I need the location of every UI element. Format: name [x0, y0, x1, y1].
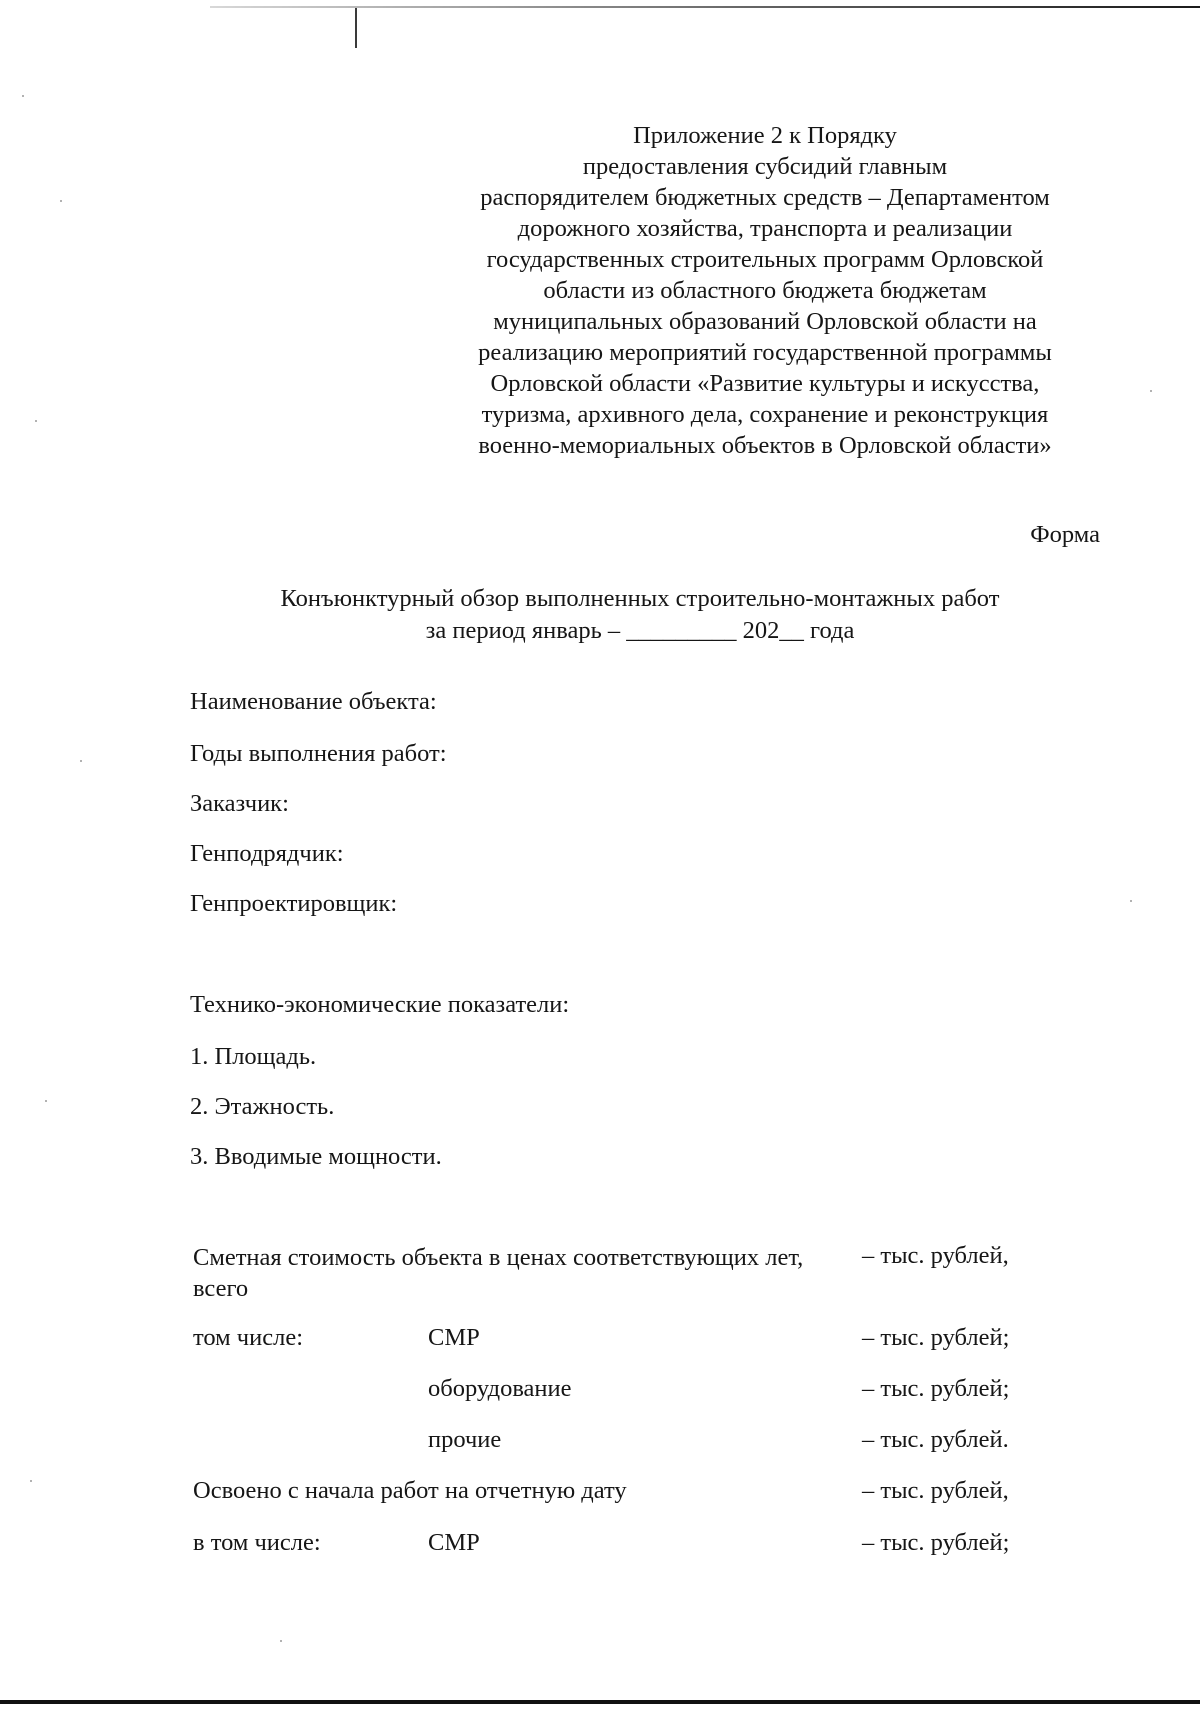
appendix-line: Приложение 2 к Порядку [633, 122, 897, 149]
appendix-line: государственных строительных программ Орловской [486, 246, 1044, 273]
cost-mastered-label: Освоено с начала работ на отчетную дату [193, 1477, 627, 1504]
cost-smr-unit: – тыс. рублей; [862, 1324, 1010, 1351]
appendix-line: военно-мемориальных объектов в Орловской области» [478, 432, 1052, 459]
form-label: Форма [1030, 521, 1100, 548]
title-line-2: за период январь – _________ 202__ года [425, 617, 855, 644]
scan-speck [1130, 900, 1132, 902]
cost-mastered-unit: – тыс. рублей, [862, 1477, 1009, 1504]
scan-mark [355, 8, 357, 48]
appendix-line: туризма, архивного дела, сохранение и реконструкция [481, 401, 1049, 428]
scan-speck [30, 1480, 32, 1482]
scan-speck [60, 200, 62, 202]
field-object-name: Наименование объекта: [190, 688, 437, 715]
cost-estimate-label: Сметная стоимость объекта в ценах соответствующих лет, всего [193, 1244, 804, 1302]
appendix-line: реализацию мероприятий государственной программы [478, 339, 1052, 366]
appendix-line: распорядителем бюджетных средств – Департаментом [480, 184, 1050, 211]
scan-edge-top [210, 6, 1200, 8]
appendix-header [440, 120, 1090, 461]
appendix-line: муниципальных образований Орловской области на [493, 308, 1037, 335]
cost-incl2-label: в том числе: [193, 1529, 321, 1556]
field-customer: Заказчик: [190, 790, 289, 817]
field-general-contractor: Генподрядчик: [190, 840, 344, 867]
indicator-item: 2. Этажность. [190, 1093, 335, 1120]
indicator-item: 1. Площадь. [190, 1043, 317, 1070]
cost-smr2-label: СМР [428, 1529, 480, 1556]
cost-incl-label: том числе: [193, 1324, 304, 1351]
indicators-heading: Технико-экономические показатели: [190, 991, 570, 1018]
field-years: Годы выполнения работ: [190, 740, 447, 767]
indicator-item: 3. Вводимые мощности. [190, 1143, 442, 1170]
scan-speck [80, 760, 82, 762]
cost-smr-label: СМР [428, 1324, 480, 1351]
appendix-line: области из областного бюджета бюджетам [543, 277, 987, 304]
scan-speck [1150, 390, 1152, 392]
scan-speck [280, 1640, 282, 1642]
cost-other-unit: – тыс. рублей. [862, 1426, 1009, 1453]
cost-equipment-unit: – тыс. рублей; [862, 1375, 1010, 1402]
field-general-designer: Генпроектировщик: [190, 890, 398, 917]
appendix-line: дорожного хозяйства, транспорта и реализации [517, 215, 1013, 242]
cost-equipment-label: оборудование [428, 1375, 572, 1402]
cost-smr2-unit: – тыс. рублей; [862, 1529, 1010, 1556]
appendix-line: Орловской области «Развитие культуры и искусства, [490, 370, 1040, 397]
scan-edge-bottom [0, 1700, 1200, 1704]
scan-speck [35, 420, 37, 422]
cost-estimate-unit: – тыс. рублей, [862, 1242, 1009, 1269]
scan-speck [45, 1100, 47, 1102]
document-title [200, 583, 1080, 647]
title-line-1: Конъюнктурный обзор выполненных строительно-монтажных работ [280, 585, 1000, 612]
scan-speck [22, 95, 24, 97]
appendix-line: предоставления субсидий главным [582, 153, 948, 180]
cost-other-label: прочие [428, 1426, 502, 1453]
